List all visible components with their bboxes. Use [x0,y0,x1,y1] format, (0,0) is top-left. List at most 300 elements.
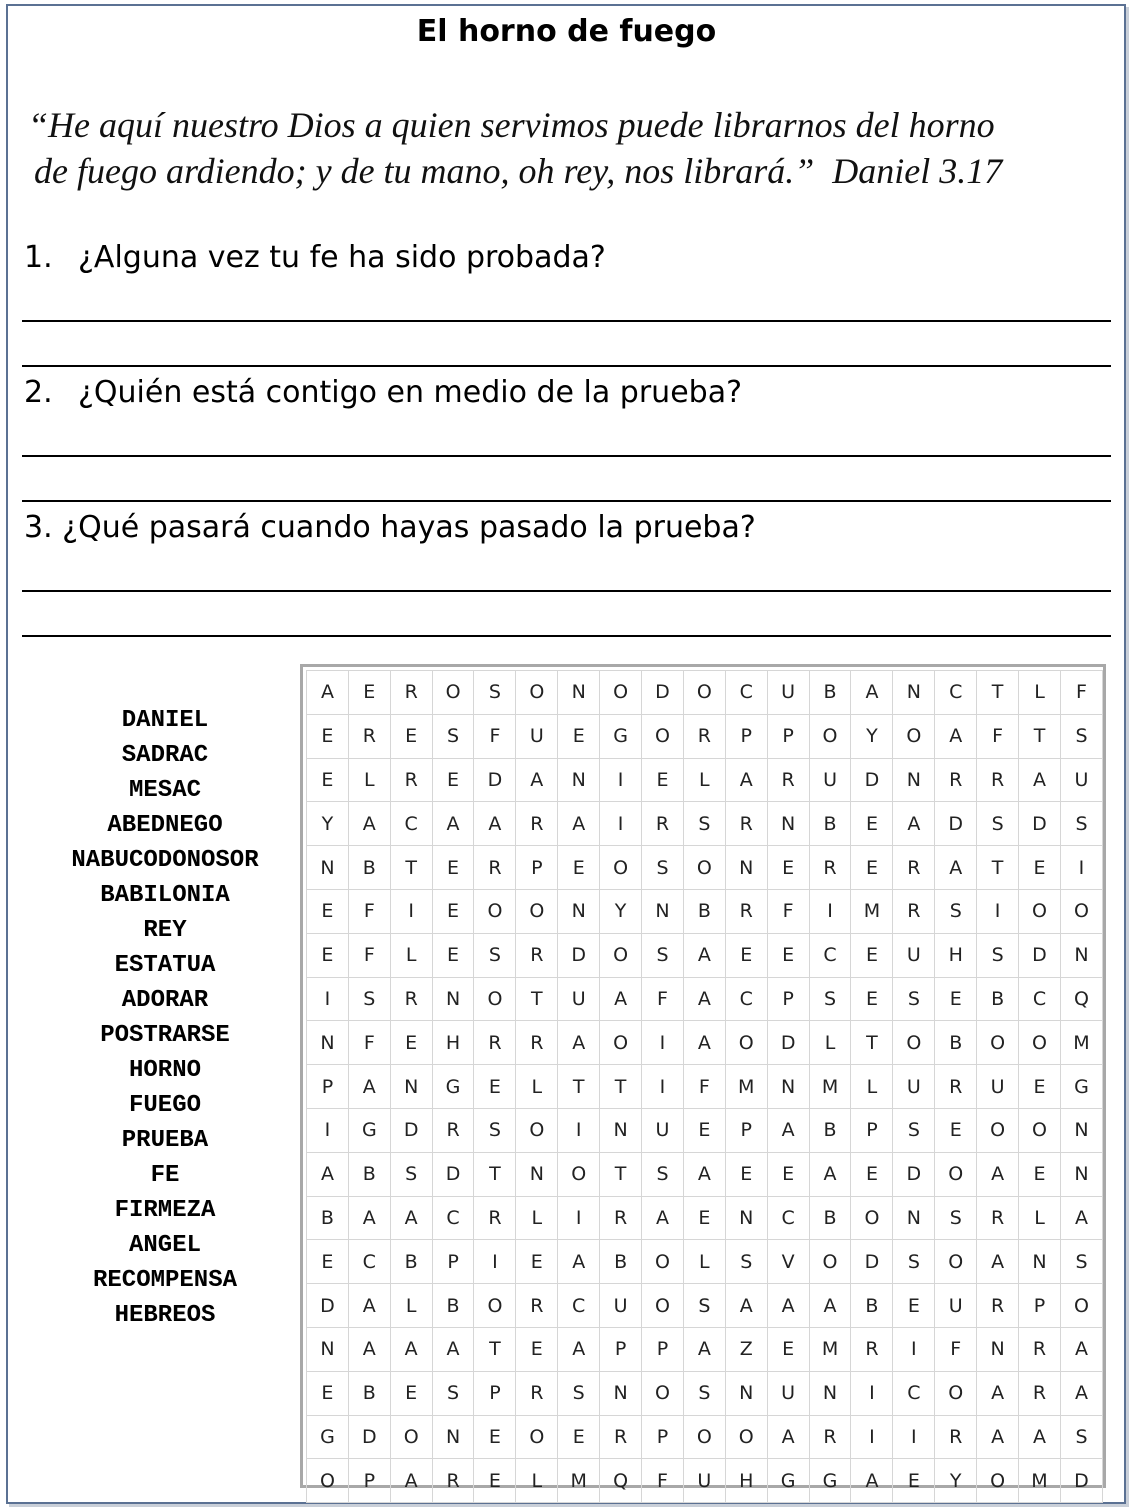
grid-cell[interactable]: O [1060,889,1102,933]
grid-cell[interactable]: R [1019,1327,1061,1371]
grid-cell[interactable]: L [683,758,725,802]
grid-cell[interactable]: Y [851,714,893,758]
grid-cell[interactable]: S [683,1284,725,1328]
grid-cell[interactable]: R [390,758,432,802]
grid-cell[interactable]: P [474,1371,516,1415]
grid-cell[interactable]: S [1060,714,1102,758]
grid-cell[interactable]: E [851,933,893,977]
grid-cell[interactable]: A [935,714,977,758]
grid-cell[interactable]: E [725,933,767,977]
grid-cell[interactable]: B [977,977,1019,1021]
grid-cell[interactable]: U [516,714,558,758]
grid-cell[interactable]: O [683,1415,725,1459]
grid-cell[interactable]: S [893,1108,935,1152]
grid-cell[interactable]: O [516,1108,558,1152]
grid-cell[interactable]: R [809,846,851,890]
grid-cell[interactable]: O [851,1196,893,1240]
grid-cell[interactable]: A [474,802,516,846]
grid-cell[interactable]: N [558,758,600,802]
grid-cell[interactable]: B [307,1196,349,1240]
grid-cell[interactable]: N [1060,1108,1102,1152]
grid-cell[interactable]: A [851,671,893,715]
grid-cell[interactable]: U [893,933,935,977]
grid-cell[interactable]: O [432,671,474,715]
grid-cell[interactable]: A [683,977,725,1021]
grid-cell[interactable]: S [725,1240,767,1284]
grid-cell[interactable]: F [977,714,1019,758]
grid-cell[interactable]: E [1019,846,1061,890]
grid-cell[interactable]: O [1060,1284,1102,1328]
grid-cell[interactable]: N [809,1371,851,1415]
grid-cell[interactable]: T [1019,714,1061,758]
grid-cell[interactable]: O [642,1284,684,1328]
grid-cell[interactable]: L [516,1196,558,1240]
grid-cell[interactable]: E [307,714,349,758]
grid-cell[interactable]: O [474,977,516,1021]
grid-cell[interactable]: S [893,977,935,1021]
grid-cell[interactable]: A [348,802,390,846]
grid-cell[interactable]: A [683,1021,725,1065]
grid-cell[interactable]: O [893,714,935,758]
grid-cell[interactable]: S [1060,802,1102,846]
grid-cell[interactable]: M [1060,1021,1102,1065]
grid-cell[interactable]: E [307,889,349,933]
grid-cell[interactable]: A [348,1196,390,1240]
grid-cell[interactable]: A [1019,758,1061,802]
grid-cell[interactable]: U [683,1459,725,1503]
grid-cell[interactable]: D [893,1152,935,1196]
grid-cell[interactable]: A [1019,1415,1061,1459]
grid-cell[interactable]: R [935,1415,977,1459]
grid-cell[interactable]: D [390,1108,432,1152]
grid-cell[interactable]: B [809,802,851,846]
grid-cell[interactable]: N [893,758,935,802]
grid-cell[interactable]: E [432,889,474,933]
grid-cell[interactable]: O [977,1021,1019,1065]
answer-line-3a[interactable] [22,590,1111,592]
grid-cell[interactable]: E [390,714,432,758]
grid-cell[interactable]: L [683,1240,725,1284]
grid-cell[interactable]: O [809,714,851,758]
grid-cell[interactable]: D [935,802,977,846]
grid-cell[interactable]: A [683,1152,725,1196]
grid-cell[interactable]: N [390,1065,432,1109]
answer-line-3b[interactable] [22,635,1111,637]
grid-cell[interactable]: T [977,671,1019,715]
grid-cell[interactable]: P [1019,1284,1061,1328]
grid-cell[interactable]: T [474,1152,516,1196]
grid-cell[interactable]: E [893,1459,935,1503]
grid-cell[interactable]: O [977,1108,1019,1152]
answer-line-2a[interactable] [22,455,1111,457]
grid-cell[interactable]: G [307,1415,349,1459]
grid-cell[interactable]: E [474,1065,516,1109]
grid-cell[interactable]: T [474,1327,516,1371]
grid-cell[interactable]: R [935,758,977,802]
grid-cell[interactable]: R [977,1196,1019,1240]
grid-cell[interactable]: S [683,1371,725,1415]
grid-cell[interactable]: U [809,758,851,802]
grid-cell[interactable]: N [893,1196,935,1240]
grid-cell[interactable]: D [558,933,600,977]
grid-cell[interactable]: B [809,671,851,715]
grid-cell[interactable]: S [474,671,516,715]
grid-cell[interactable]: T [977,846,1019,890]
grid-cell[interactable]: G [432,1065,474,1109]
grid-cell[interactable]: C [432,1196,474,1240]
grid-cell[interactable]: B [809,1108,851,1152]
grid-cell[interactable]: A [977,1415,1019,1459]
grid-cell[interactable]: A [767,1284,809,1328]
grid-cell[interactable]: R [977,1284,1019,1328]
grid-cell[interactable]: S [683,802,725,846]
grid-cell[interactable]: D [1019,802,1061,846]
grid-cell[interactable]: P [516,846,558,890]
grid-cell[interactable]: O [725,1415,767,1459]
grid-cell[interactable]: I [851,1415,893,1459]
grid-cell[interactable]: E [851,977,893,1021]
grid-cell[interactable]: I [642,1021,684,1065]
grid-cell[interactable]: E [642,758,684,802]
grid-cell[interactable]: D [432,1152,474,1196]
grid-cell[interactable]: Q [1060,977,1102,1021]
grid-cell[interactable]: R [516,1371,558,1415]
grid-cell[interactable]: L [851,1065,893,1109]
grid-cell[interactable]: L [1019,1196,1061,1240]
grid-cell[interactable]: A [683,1327,725,1371]
grid-cell[interactable]: N [767,1065,809,1109]
grid-cell[interactable]: O [977,1459,1019,1503]
grid-cell[interactable]: P [725,1108,767,1152]
grid-cell[interactable]: N [432,1415,474,1459]
grid-cell[interactable]: O [893,1021,935,1065]
grid-cell[interactable]: A [851,1459,893,1503]
grid-cell[interactable]: O [683,846,725,890]
grid-cell[interactable]: N [642,889,684,933]
grid-cell[interactable]: N [307,846,349,890]
grid-cell[interactable]: F [683,1065,725,1109]
grid-cell[interactable]: S [977,802,1019,846]
grid-cell[interactable]: S [642,1152,684,1196]
grid-cell[interactable]: N [893,671,935,715]
grid-cell[interactable]: Z [725,1327,767,1371]
grid-cell[interactable]: R [935,1065,977,1109]
grid-cell[interactable]: C [725,671,767,715]
grid-cell[interactable]: S [893,1240,935,1284]
grid-cell[interactable]: E [307,758,349,802]
grid-cell[interactable]: M [809,1327,851,1371]
grid-cell[interactable]: S [977,933,1019,977]
grid-cell[interactable]: H [725,1459,767,1503]
grid-cell[interactable]: I [390,889,432,933]
grid-cell[interactable]: C [390,802,432,846]
grid-cell[interactable]: R [432,1459,474,1503]
grid-cell[interactable]: P [348,1459,390,1503]
grid-cell[interactable]: L [348,758,390,802]
grid-cell[interactable]: E [767,1152,809,1196]
grid-cell[interactable]: D [307,1284,349,1328]
grid-cell[interactable]: R [516,1284,558,1328]
grid-cell[interactable]: U [977,1065,1019,1109]
grid-cell[interactable]: E [558,714,600,758]
grid-cell[interactable]: O [1019,1021,1061,1065]
grid-cell[interactable]: S [390,1152,432,1196]
grid-cell[interactable]: I [893,1327,935,1371]
grid-cell[interactable]: B [432,1284,474,1328]
grid-cell[interactable]: I [307,1108,349,1152]
grid-cell[interactable]: E [1019,1152,1061,1196]
grid-cell[interactable]: I [558,1108,600,1152]
grid-cell[interactable]: I [307,977,349,1021]
grid-cell[interactable]: A [307,1152,349,1196]
grid-cell[interactable]: D [474,758,516,802]
grid-cell[interactable]: L [516,1459,558,1503]
grid-cell[interactable]: A [767,1415,809,1459]
grid-cell[interactable]: C [348,1240,390,1284]
grid-cell[interactable]: M [809,1065,851,1109]
grid-cell[interactable]: N [307,1021,349,1065]
grid-cell[interactable]: A [348,1065,390,1109]
grid-cell[interactable]: A [516,758,558,802]
grid-cell[interactable]: R [600,1415,642,1459]
grid-cell[interactable]: A [348,1327,390,1371]
grid-cell[interactable]: E [348,671,390,715]
grid-cell[interactable]: P [767,714,809,758]
grid-cell[interactable]: I [809,889,851,933]
grid-cell[interactable]: B [809,1196,851,1240]
grid-cell[interactable]: R [725,889,767,933]
grid-cell[interactable]: A [390,1327,432,1371]
grid-cell[interactable]: H [432,1021,474,1065]
grid-cell[interactable]: S [1060,1415,1102,1459]
grid-cell[interactable]: A [725,758,767,802]
grid-cell[interactable]: S [809,977,851,1021]
grid-cell[interactable]: E [767,846,809,890]
grid-cell[interactable]: N [516,1152,558,1196]
grid-cell[interactable]: E [851,1152,893,1196]
grid-cell[interactable]: A [600,977,642,1021]
grid-cell[interactable]: T [600,1065,642,1109]
grid-cell[interactable]: R [1019,1371,1061,1415]
grid-cell[interactable]: E [307,1240,349,1284]
answer-line-1a[interactable] [22,320,1111,322]
grid-cell[interactable]: O [935,1152,977,1196]
grid-cell[interactable]: I [474,1240,516,1284]
grid-cell[interactable]: E [767,933,809,977]
grid-cell[interactable]: C [767,1196,809,1240]
grid-cell[interactable]: I [893,1415,935,1459]
grid-cell[interactable]: O [516,1415,558,1459]
grid-cell[interactable]: E [432,758,474,802]
grid-cell[interactable]: L [390,1284,432,1328]
grid-cell[interactable]: R [893,846,935,890]
grid-cell[interactable]: Q [600,1459,642,1503]
grid-cell[interactable]: V [767,1240,809,1284]
grid-cell[interactable]: R [516,933,558,977]
grid-cell[interactable]: A [558,1240,600,1284]
grid-cell[interactable]: O [809,1240,851,1284]
grid-cell[interactable]: O [1019,1108,1061,1152]
grid-cell[interactable]: A [432,802,474,846]
grid-cell[interactable]: R [474,1021,516,1065]
grid-cell[interactable]: A [977,1152,1019,1196]
grid-cell[interactable]: O [600,846,642,890]
grid-cell[interactable]: L [1019,671,1061,715]
grid-cell[interactable]: N [1060,1152,1102,1196]
grid-cell[interactable]: A [977,1371,1019,1415]
grid-cell[interactable]: E [390,1021,432,1065]
grid-cell[interactable]: E [935,977,977,1021]
grid-cell[interactable]: M [725,1065,767,1109]
grid-cell[interactable]: E [558,1415,600,1459]
grid-cell[interactable]: G [600,714,642,758]
grid-cell[interactable]: D [851,758,893,802]
grid-cell[interactable]: P [642,1415,684,1459]
grid-cell[interactable]: R [893,889,935,933]
grid-cell[interactable]: A [935,846,977,890]
grid-cell[interactable]: C [809,933,851,977]
grid-cell[interactable]: B [348,1152,390,1196]
grid-cell[interactable]: B [683,889,725,933]
grid-cell[interactable]: I [977,889,1019,933]
grid-cell[interactable]: S [432,714,474,758]
grid-cell[interactable]: R [432,1108,474,1152]
grid-cell[interactable]: S [935,889,977,933]
grid-cell[interactable]: B [348,846,390,890]
grid-cell[interactable]: A [307,671,349,715]
grid-cell[interactable]: R [767,758,809,802]
grid-cell[interactable]: R [474,1196,516,1240]
grid-cell[interactable]: O [683,671,725,715]
grid-cell[interactable]: F [642,977,684,1021]
grid-cell[interactable]: A [348,1284,390,1328]
grid-cell[interactable]: G [809,1459,851,1503]
grid-cell[interactable]: A [1060,1371,1102,1415]
grid-cell[interactable]: N [725,1371,767,1415]
grid-cell[interactable]: A [432,1327,474,1371]
grid-cell[interactable]: F [935,1327,977,1371]
grid-cell[interactable]: O [935,1371,977,1415]
grid-cell[interactable]: I [600,802,642,846]
grid-cell[interactable]: U [767,1371,809,1415]
grid-cell[interactable]: R [683,714,725,758]
grid-cell[interactable]: S [348,977,390,1021]
grid-cell[interactable]: R [516,802,558,846]
grid-cell[interactable]: S [1060,1240,1102,1284]
grid-cell[interactable]: G [348,1108,390,1152]
grid-cell[interactable]: L [516,1065,558,1109]
grid-cell[interactable]: A [1060,1327,1102,1371]
grid-cell[interactable]: O [516,889,558,933]
grid-cell[interactable]: D [348,1415,390,1459]
grid-cell[interactable]: U [893,1065,935,1109]
grid-cell[interactable]: A [767,1108,809,1152]
grid-cell[interactable]: T [600,1152,642,1196]
grid-cell[interactable]: E [307,933,349,977]
grid-cell[interactable]: T [851,1021,893,1065]
grid-cell[interactable]: O [642,1240,684,1284]
grid-cell[interactable]: A [809,1284,851,1328]
grid-cell[interactable]: N [1060,933,1102,977]
grid-cell[interactable]: B [348,1371,390,1415]
grid-cell[interactable]: A [725,1284,767,1328]
grid-cell[interactable]: B [390,1240,432,1284]
grid-cell[interactable]: E [516,1240,558,1284]
grid-cell[interactable]: E [432,933,474,977]
grid-cell[interactable]: O [600,1021,642,1065]
grid-cell[interactable]: N [600,1371,642,1415]
grid-cell[interactable]: Y [935,1459,977,1503]
grid-cell[interactable]: E [683,1196,725,1240]
grid-cell[interactable]: Y [307,802,349,846]
grid-cell[interactable]: E [1019,1065,1061,1109]
grid-cell[interactable]: T [516,977,558,1021]
grid-cell[interactable]: E [851,802,893,846]
grid-cell[interactable]: L [809,1021,851,1065]
grid-cell[interactable]: B [600,1240,642,1284]
grid-cell[interactable]: N [307,1327,349,1371]
grid-cell[interactable]: R [642,802,684,846]
grid-cell[interactable]: N [558,889,600,933]
grid-cell[interactable]: M [558,1459,600,1503]
grid-cell[interactable]: R [809,1415,851,1459]
answer-line-1b[interactable] [22,365,1111,367]
grid-cell[interactable]: C [935,671,977,715]
grid-cell[interactable]: A [390,1196,432,1240]
grid-cell[interactable]: E [474,1415,516,1459]
grid-cell[interactable]: Y [600,889,642,933]
grid-cell[interactable]: I [1060,846,1102,890]
grid-cell[interactable]: E [725,1152,767,1196]
grid-cell[interactable]: S [642,846,684,890]
grid-cell[interactable]: A [809,1152,851,1196]
grid-cell[interactable]: O [935,1240,977,1284]
grid-cell[interactable]: F [474,714,516,758]
grid-cell[interactable]: S [474,1108,516,1152]
grid-cell[interactable]: M [1019,1459,1061,1503]
grid-cell[interactable]: P [642,1327,684,1371]
grid-cell[interactable]: S [642,933,684,977]
grid-cell[interactable]: P [851,1108,893,1152]
grid-cell[interactable]: U [558,977,600,1021]
grid-cell[interactable]: S [935,1196,977,1240]
grid-cell[interactable]: O [1019,889,1061,933]
grid-cell[interactable]: U [600,1284,642,1328]
grid-cell[interactable]: O [516,671,558,715]
grid-cell[interactable]: D [642,671,684,715]
grid-cell[interactable]: C [558,1284,600,1328]
grid-cell[interactable]: O [390,1415,432,1459]
grid-cell[interactable]: D [1019,933,1061,977]
grid-cell[interactable]: R [516,1021,558,1065]
grid-cell[interactable]: C [893,1371,935,1415]
grid-cell[interactable]: U [642,1108,684,1152]
grid-cell[interactable]: A [558,802,600,846]
grid-cell[interactable]: H [935,933,977,977]
grid-cell[interactable]: N [725,846,767,890]
grid-cell[interactable]: R [348,714,390,758]
grid-cell[interactable]: U [767,671,809,715]
grid-cell[interactable]: I [600,758,642,802]
grid-cell[interactable]: R [390,977,432,1021]
grid-cell[interactable]: O [600,933,642,977]
grid-cell[interactable]: D [767,1021,809,1065]
grid-cell[interactable]: F [348,1021,390,1065]
grid-cell[interactable]: E [432,846,474,890]
grid-cell[interactable]: A [1060,1196,1102,1240]
grid-cell[interactable]: E [893,1284,935,1328]
grid-cell[interactable]: T [558,1065,600,1109]
